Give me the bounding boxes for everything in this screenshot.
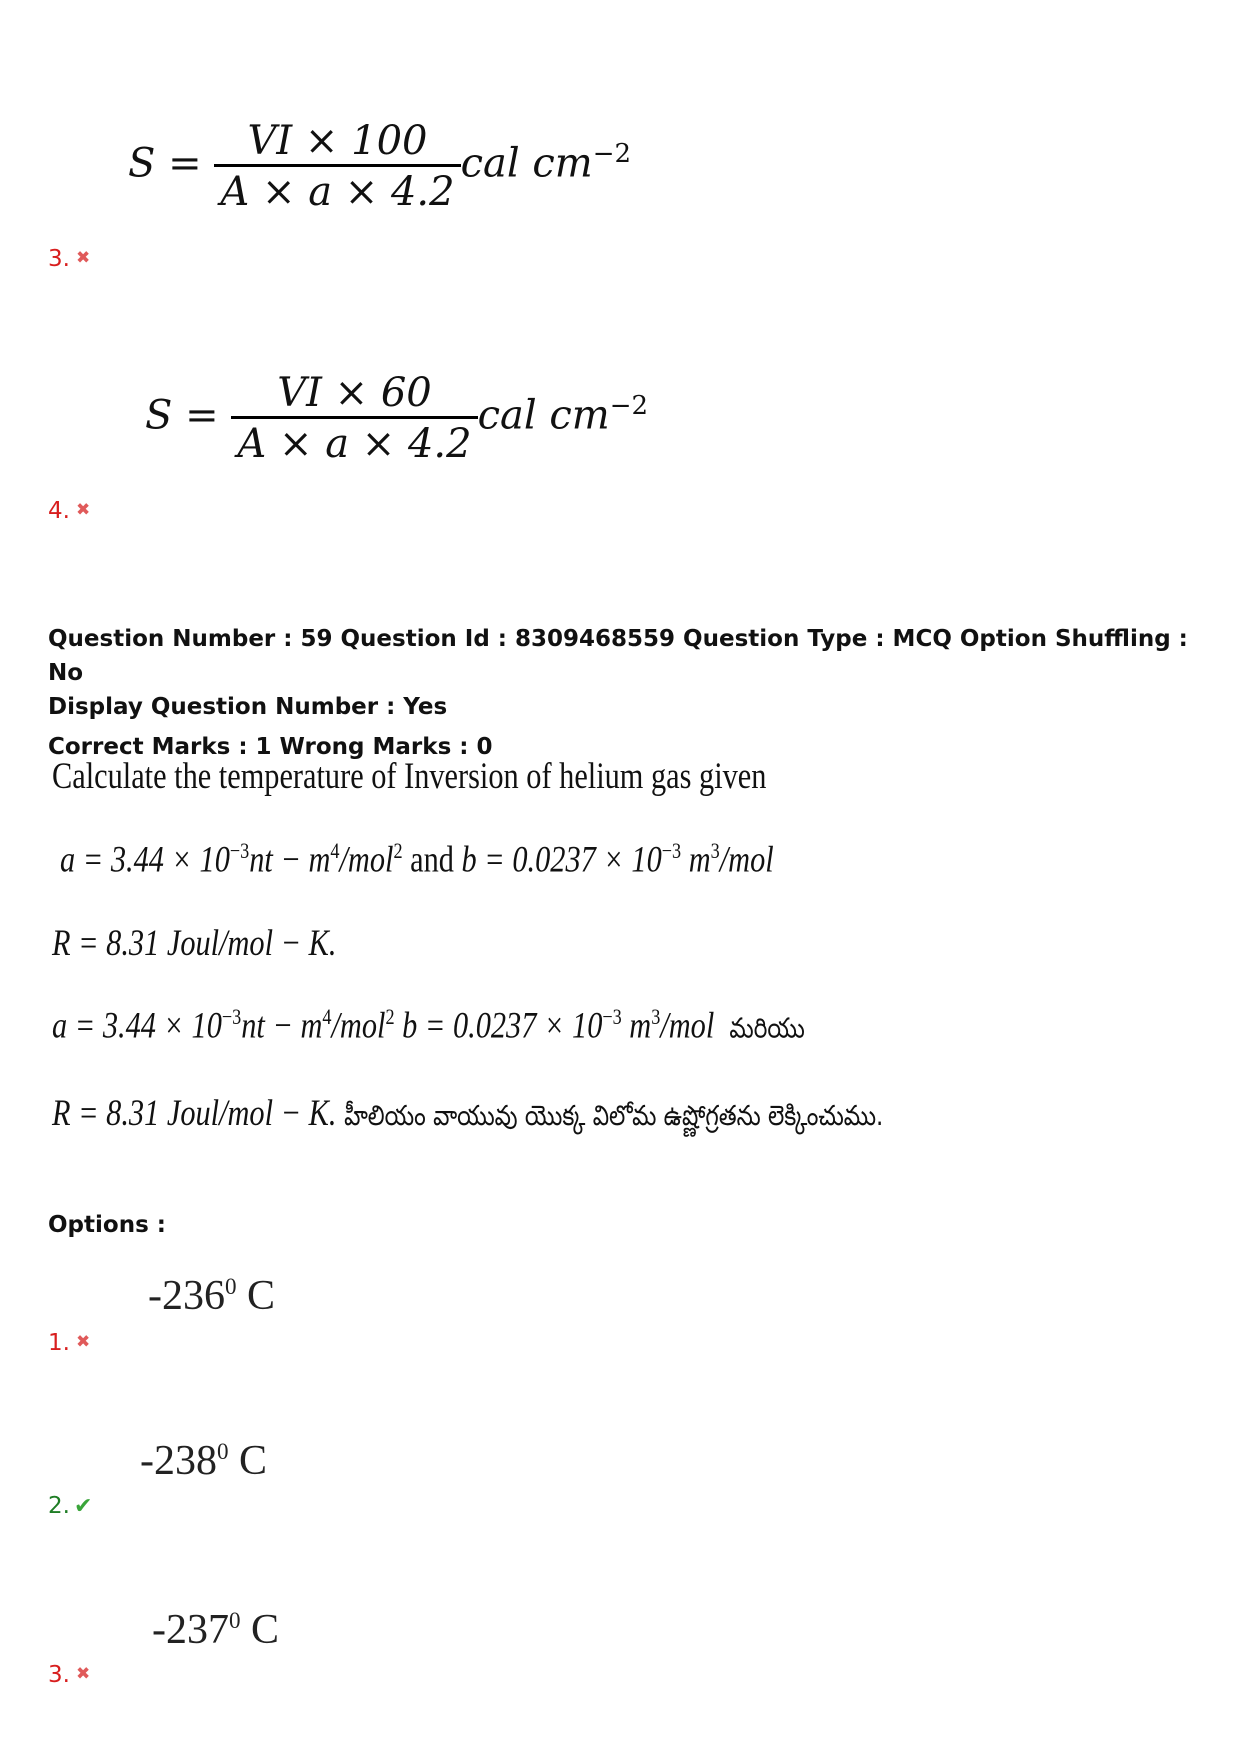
option-value: -236 — [148, 1273, 225, 1319]
question-meta — [48, 622, 1218, 764]
stem-b-exp2: 3 — [651, 1004, 661, 1029]
option-sup: 0 — [225, 1273, 237, 1299]
option-3-value — [152, 1606, 279, 1654]
cross-icon: ✖ — [75, 1664, 91, 1684]
option-value: -237 — [152, 1607, 229, 1653]
formula-lhs: S = — [145, 392, 219, 439]
stem-b-exp: −3 — [602, 1004, 622, 1029]
stem-english-ab — [60, 838, 774, 881]
stem-a-rest2: /mol — [339, 839, 394, 881]
cross-icon: ✖ — [75, 1332, 91, 1352]
question-meta-line1: Question Number : 59 Question Id : 8309468559 Question Type : MCQ Option Shuffling : No — [48, 626, 1188, 686]
formula-numerator: VI × 60 — [277, 370, 432, 416]
stem-a-rest2: /mol — [331, 1005, 386, 1047]
stem-a-exp3: 2 — [393, 838, 403, 863]
stem-b: b = 0.0237 × 10 — [402, 1005, 603, 1047]
stem-b-rest: m — [621, 1005, 652, 1047]
option-value: -238 — [140, 1438, 217, 1484]
stem-telugu-question: హీలియం వాయువు యొక్క విలోమ ఉష్ణోగ్రతను లెక్కించుము. — [344, 1099, 884, 1132]
check-icon: ✔ — [73, 1494, 93, 1519]
formula-lhs: S = — [128, 140, 202, 187]
stem-a-rest: nt − m — [249, 839, 331, 881]
options-label: Options : — [48, 1212, 166, 1238]
stem-b: b = 0.0237 × 10 — [461, 839, 662, 881]
formula-numerator: VI × 100 — [247, 118, 428, 164]
option-sup: 0 — [229, 1607, 241, 1633]
formula-denominator: A × a × 4.2 — [231, 416, 477, 467]
option-unit: C — [228, 1438, 268, 1484]
prev-option-3[interactable] — [48, 246, 90, 272]
stem-r: R = 8.31 Joul/mol − K. — [52, 923, 337, 964]
prev-option-4[interactable] — [48, 498, 90, 524]
stem-b-exp: −3 — [661, 838, 682, 863]
prev-option-4-formula — [145, 370, 648, 467]
stem-a: a = 3.44 × 10 — [52, 1005, 222, 1047]
formula-exponent: −2 — [592, 139, 632, 170]
stem-a-rest: nt − m — [241, 1005, 323, 1047]
option-1[interactable] — [48, 1330, 90, 1356]
stem-b-rest2: /mol — [719, 839, 774, 881]
stem-a-exp: −3 — [229, 838, 250, 863]
option-number: 1. — [48, 1330, 70, 1356]
option-unit: C — [236, 1273, 276, 1319]
formula-unit: cal cm — [477, 392, 610, 439]
option-1-value — [148, 1272, 275, 1320]
option-sup: 0 — [217, 1438, 229, 1464]
stem-and: and — [402, 839, 462, 881]
stem-telugu-and: మరియు — [729, 1011, 805, 1045]
stem-english-r — [52, 922, 337, 965]
formula-exponent: −2 — [609, 391, 649, 422]
formula-fraction — [231, 370, 477, 467]
stem-a-exp3: 2 — [385, 1004, 395, 1029]
option-number: 3. — [48, 246, 70, 272]
question-meta-line2: Display Question Number : Yes — [48, 694, 448, 720]
cross-icon: ✖ — [75, 248, 91, 268]
question-marks: Correct Marks : 1 Wrong Marks : 0 — [48, 734, 493, 760]
stem-a-exp: −3 — [221, 1004, 242, 1029]
option-number: 3. — [48, 1662, 70, 1688]
stem-b-rest: m — [681, 839, 711, 881]
stem-b-rest2: /mol — [660, 1005, 715, 1047]
option-2[interactable] — [48, 1493, 92, 1519]
stem-telugu-r — [52, 1092, 883, 1139]
stem-english-line1 — [52, 755, 766, 798]
stem-text: Calculate the temperature of Inversion of helium gas given — [52, 756, 767, 797]
option-number: 2. — [48, 1493, 70, 1519]
formula-denominator: A × a × 4.2 — [214, 164, 460, 215]
stem-a: a = 3.44 × 10 — [60, 839, 230, 881]
stem-r: R = 8.31 Joul/mol − K. — [52, 1093, 337, 1134]
option-2-value — [140, 1437, 267, 1485]
stem-a-exp2: 4 — [330, 838, 340, 863]
option-3[interactable] — [48, 1662, 90, 1688]
formula-unit: cal cm — [460, 140, 593, 187]
option-number: 4. — [48, 498, 70, 524]
stem-telugu-ab — [52, 1004, 805, 1051]
option-unit: C — [240, 1607, 280, 1653]
cross-icon: ✖ — [75, 500, 91, 520]
stem-b-exp2: 3 — [710, 838, 720, 863]
prev-option-3-formula — [128, 118, 631, 215]
formula-fraction — [214, 118, 460, 215]
stem-a-exp2: 4 — [322, 1004, 332, 1029]
